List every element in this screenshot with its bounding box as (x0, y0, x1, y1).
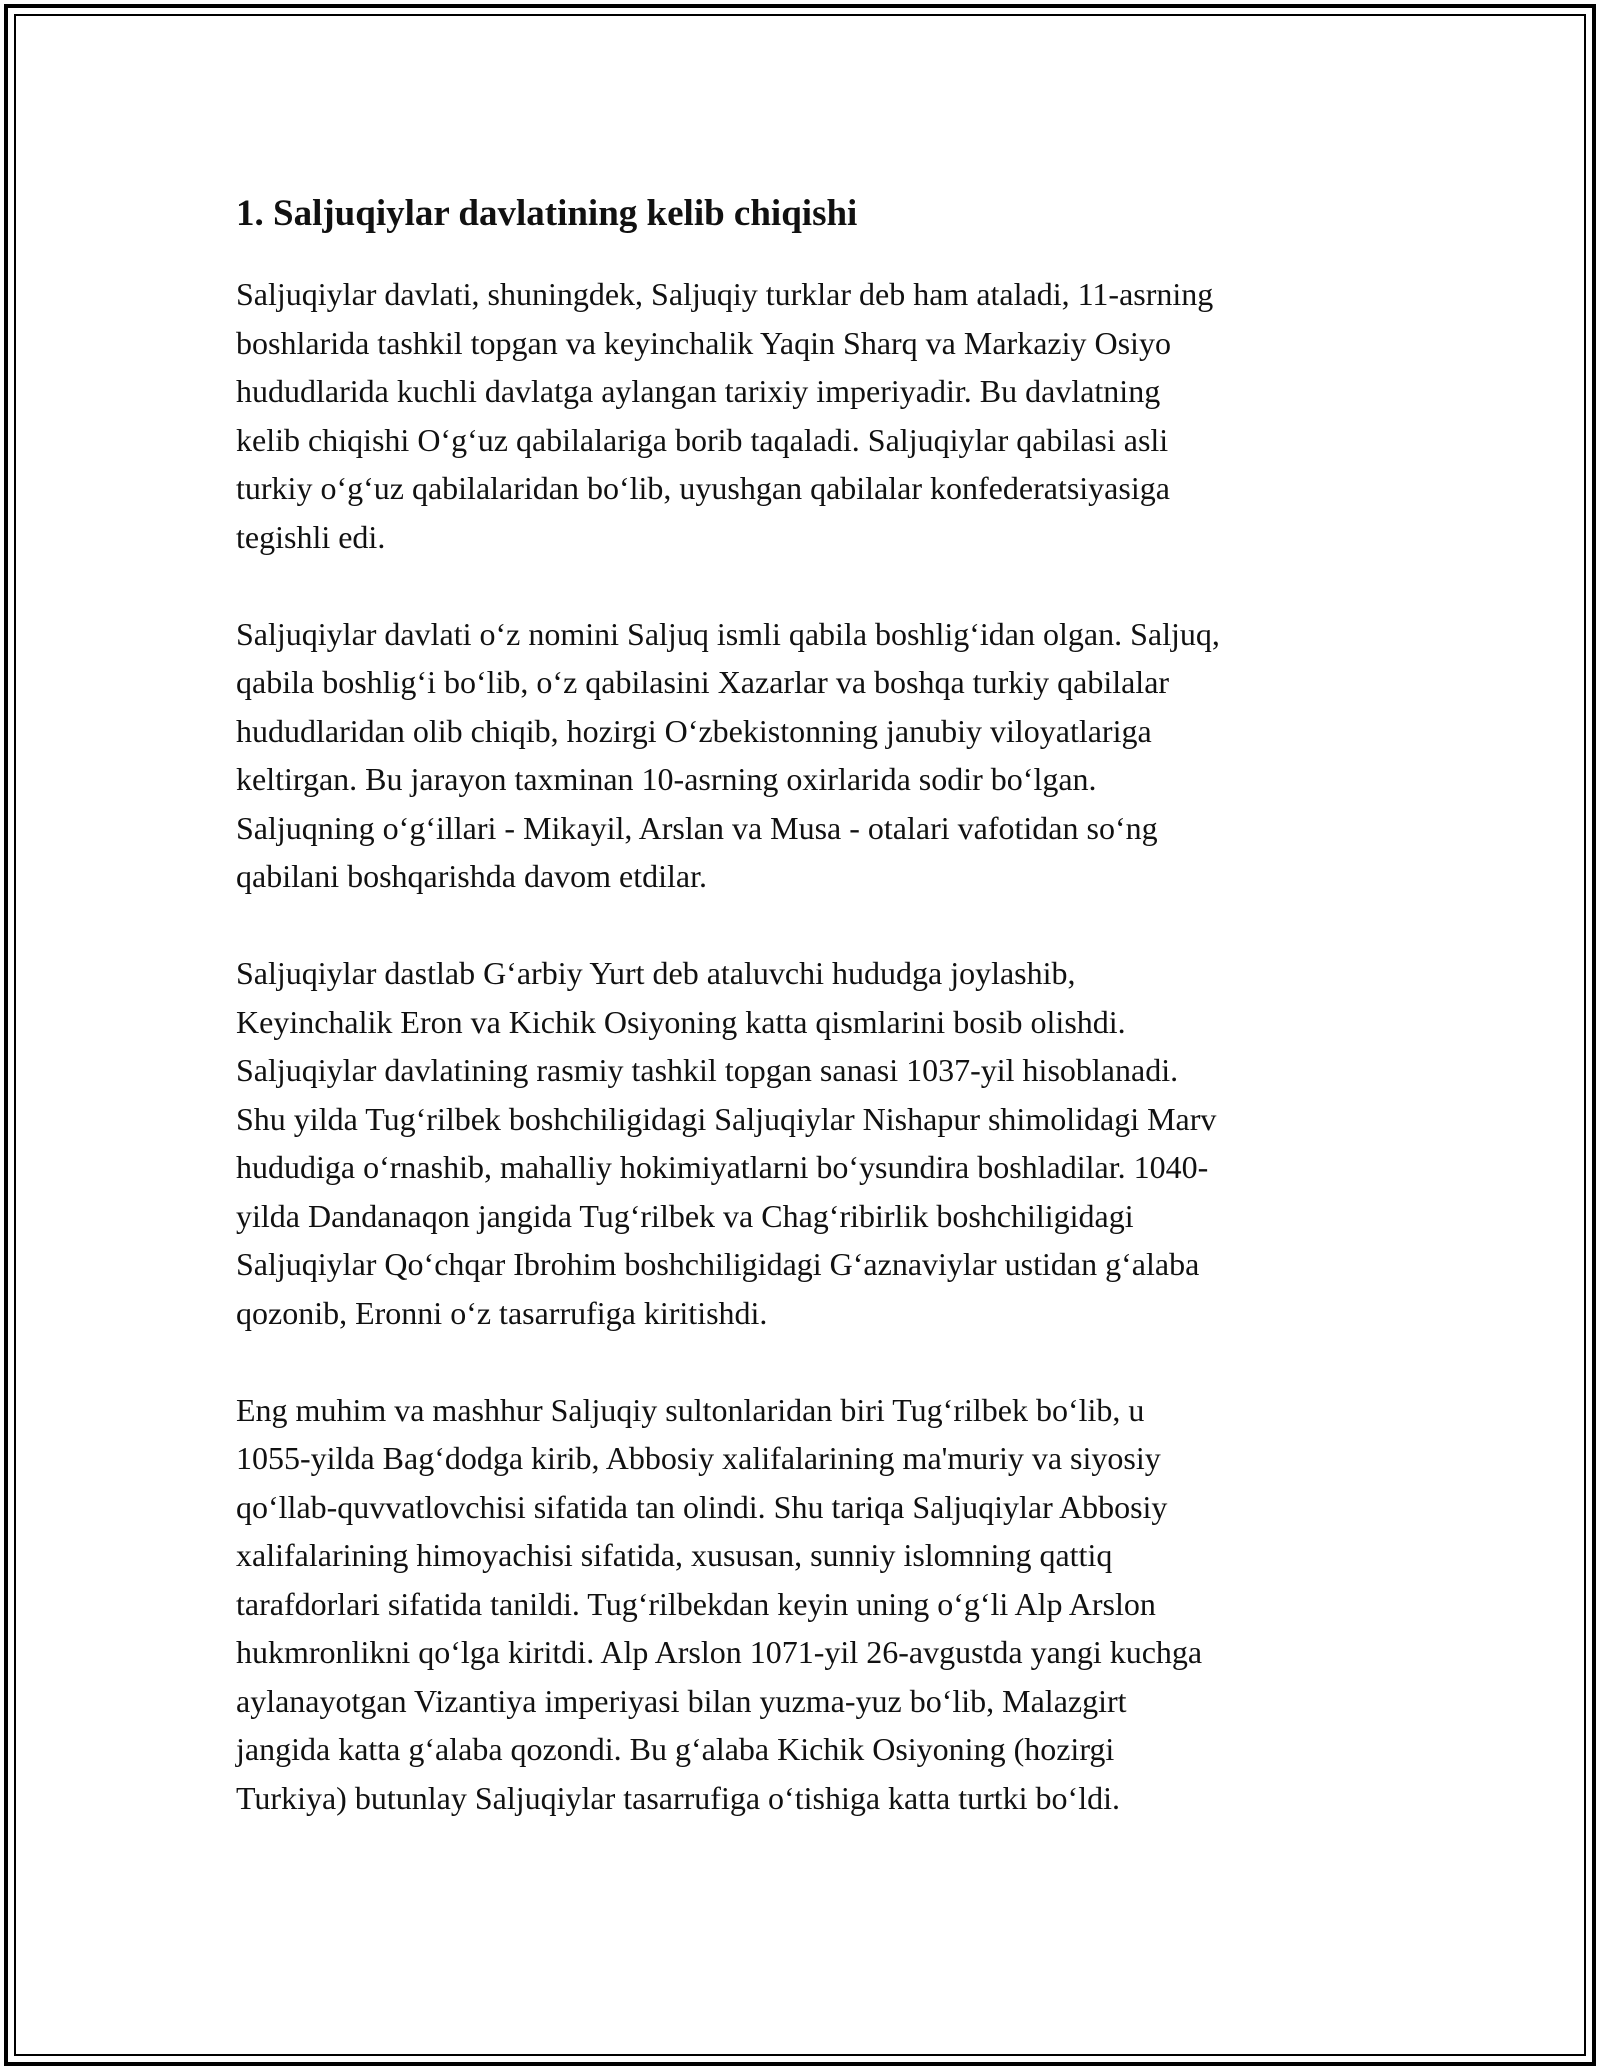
document-body (236, 190, 1386, 1871)
paragraph-4 (236, 1386, 1386, 1823)
paragraph-line: Turkiya) butunlay Saljuqiylar tasarrufiga o‘tishiga katta turtki bo‘ldi. (236, 1779, 1120, 1816)
paragraph-line: tegishli edi. (236, 518, 386, 555)
paragraph-line: hukmronlikni qo‘lga kiritdi. Alp Arslon 1071-yil 26-avgustda yangi kuchga (236, 1634, 1203, 1670)
paragraph-line: Saljuqiylar dastlab G‘arbiy Yurt deb ataluvchi hududga joylashib, (236, 955, 1076, 991)
paragraph-line: Shu yilda Tug‘rilbek boshchiligidagi Saljuqiylar Nishapur shimolidagi Marv (236, 1100, 1217, 1137)
paragraph-line: qozonib, Eronni o‘z tasarrufiga kiritishdi. (236, 1294, 768, 1331)
paragraph-line: hududlaridan olib chiqib, hozirgi O‘zbekistonning janubiy viloyatlariga (236, 712, 1152, 749)
paragraph-3 (236, 949, 1386, 1337)
paragraph-line: Saljuqiylar davlati o‘z nomini Saljuq ismli qabila boshlig‘idan olgan. Saljuq, (236, 615, 1220, 652)
paragraph-2 (236, 610, 1386, 901)
paragraph-line: yilda Dandanaqon jangida Tug‘rilbek va Chag‘ribirlik boshchiligidagi (236, 1197, 1134, 1234)
paragraph-line: Saljuqning o‘g‘illari - Mikayil, Arslan va Musa - otalari vafotidan so‘ng (236, 809, 1158, 846)
paragraph-line: hududiga o‘rnashib, mahalliy hokimiyatlarni bo‘ysundira boshladilar. 1040- (236, 1149, 1209, 1185)
paragraph-line: aylanayotgan Vizantiya imperiyasi bilan yuzma-yuz bo‘lib, Malazgirt (236, 1682, 1127, 1719)
paragraph-line: kelib chiqishi O‘g‘uz qabilalariga borib taqaladi. Saljuqiylar qabilasi asli (236, 421, 1169, 458)
paragraph-line: qo‘llab-quvvatlovchisi sifatida tan olindi. Shu tariqa Saljuqiylar Abbosiy (236, 1488, 1168, 1525)
paragraph-line: boshlarida tashkil topgan va keyinchalik Yaqin Sharq va Markaziy Osiyo (236, 324, 1171, 361)
paragraph-line: jangida katta g‘alaba qozondi. Bu g‘alaba Kichik Osiyoning (hozirgi (236, 1731, 1115, 1767)
paragraph-line: keltirgan. Bu jarayon taxminan 10-asrning oxirlarida sodir bo‘lgan. (236, 761, 1097, 797)
section-heading: 1. Saljuqiylar davlatining kelib chiqishi (236, 193, 858, 234)
paragraph-line: Saljuqiylar davlati, shuningdek, Saljuqiy turklar deb ham ataladi, 11-asrning (236, 276, 1214, 312)
paragraph-line: xalifalarining himoyachisi sifatida, xususan, sunniy islomning qattiq (236, 1537, 1113, 1573)
paragraph-line: qabila boshlig‘i bo‘lib, o‘z qabilasini Xazarlar va boshqa turkiy qabilalar (236, 664, 1170, 700)
paragraph-line: hududlarida kuchli davlatga aylangan tarixiy imperiyadir. Bu davlatning (236, 373, 1161, 409)
paragraph-line: qabilani boshqarishda davom etdilar. (236, 858, 707, 894)
paragraph-line: Keyinchalik Eron va Kichik Osiyoning katta qismlarini bosib olishdi. (236, 1003, 1126, 1040)
paragraph-line: turkiy o‘g‘uz qabilalaridan bo‘lib, uyushgan qabilalar konfederatsiyasiga (236, 470, 1170, 506)
paragraph-line: Saljuqiylar Qo‘chqar Ibrohim boshchiligidagi G‘aznaviylar ustidan g‘alaba (236, 1246, 1200, 1282)
paragraph-line: Saljuqiylar davlatining rasmiy tashkil topgan sanasi 1037-yil hisoblanadi. (236, 1052, 1179, 1088)
paragraph-1 (236, 270, 1386, 561)
paragraph-line: tarafdorlari sifatida tanildi. Tug‘rilbekdan keyin uning o‘g‘li Alp Arslon (236, 1585, 1156, 1622)
paragraph-line: Eng muhim va mashhur Saljuqiy sultonlaridan biri Tug‘rilbek bo‘lib, u (236, 1391, 1145, 1428)
paragraph-line: 1055-yilda Bag‘dodga kirib, Abbosiy xalifalarining ma'muriy va siyosiy (236, 1440, 1161, 1476)
